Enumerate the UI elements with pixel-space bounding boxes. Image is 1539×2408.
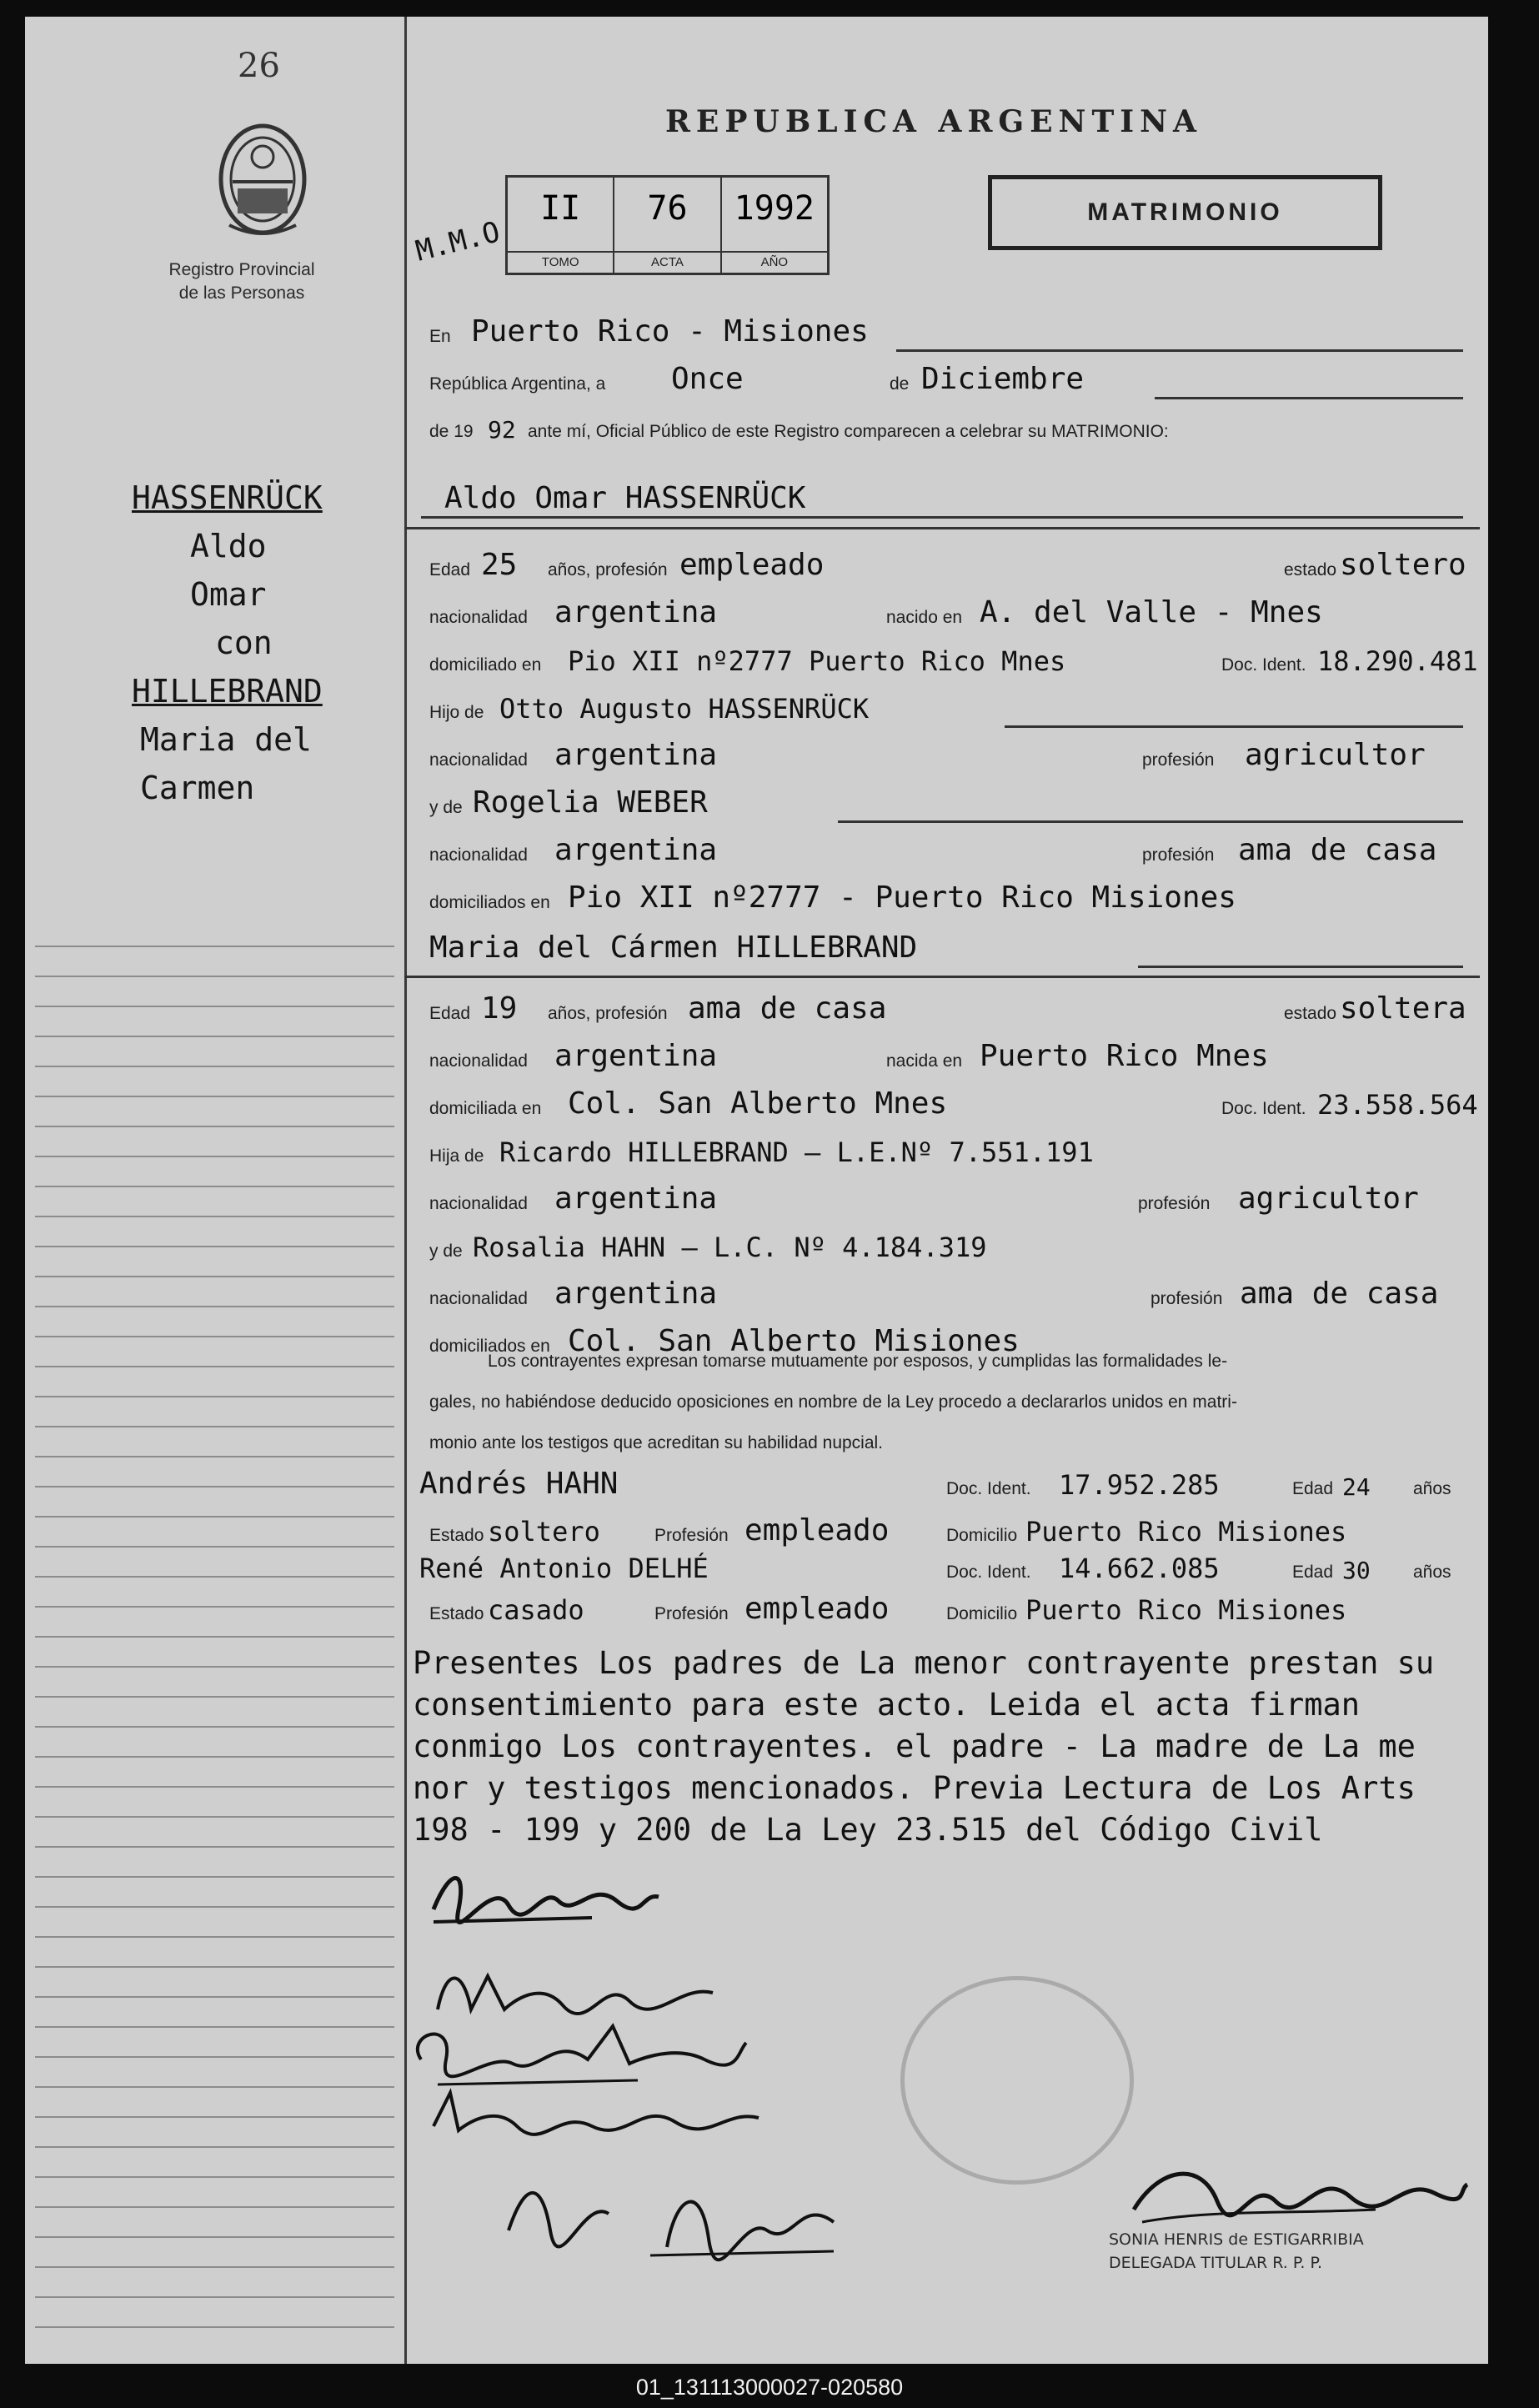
label-nacida-en: nacida en: [886, 1051, 963, 1071]
bride-birthplace: Puerto Rico Mnes: [980, 1039, 1269, 1073]
day-value: Once: [671, 362, 744, 396]
groom-mother-profession: ama de casa: [1238, 833, 1437, 867]
label-anos-profesion: años, profesión: [548, 1004, 668, 1023]
bride-mother-nationality: argentina: [554, 1277, 718, 1311]
tomo-value: II: [540, 189, 581, 228]
label-y-de: y de: [429, 798, 463, 817]
note-line: nor y testigos mencionados. Previa Lectura de Los Arts: [413, 1770, 1416, 1806]
bride-mother-row: [404, 1222, 1480, 1272]
margin-annotation: [132, 474, 407, 812]
groom-father-row: [404, 683, 1480, 733]
margin-note-line: HASSENRÜCK: [132, 479, 323, 516]
declaration-paragraph: [404, 1341, 1438, 1463]
bride-profession: ama de casa: [688, 991, 887, 1026]
groom-age-row: [404, 540, 1480, 590]
groom-father-nationality: argentina: [554, 738, 718, 772]
groom-doc: 18.290.481: [1317, 645, 1478, 677]
issuer-line-2: de las Personas: [178, 283, 305, 303]
note-line: Presentes Los padres de La menor contrayente prestan su: [413, 1645, 1435, 1681]
groom-father-profession: agricultor: [1245, 738, 1426, 772]
bride-address: Col. San Alberto Mnes: [568, 1086, 948, 1121]
groom-parents-address-row: [404, 873, 1480, 923]
bride-father-row: [404, 1126, 1480, 1176]
bride-age: 19: [481, 991, 518, 1026]
declaration-line: Los contrayentes expresan tomarse mutuamente por esposos, y cumplidas las formalidades le-: [488, 1352, 1228, 1371]
margin-column: [25, 17, 407, 2364]
record-reference-box: [505, 175, 830, 275]
label-domicilio: Domicilio: [946, 1526, 1018, 1545]
witness2-status: casado: [488, 1594, 584, 1626]
acta-value: 76: [647, 189, 688, 228]
label-profesion: profesión: [1142, 845, 1215, 865]
witness2-doc: 14.662.085: [1059, 1553, 1220, 1584]
note-line: conmigo Los contrayentes. el padre - La madre de La me: [413, 1728, 1416, 1764]
label-doc-ident: Doc. Ident.: [1221, 655, 1306, 675]
label-nacionalidad: nacionalidad: [429, 1194, 528, 1213]
label-nacionalidad: nacionalidad: [429, 608, 528, 627]
label-nacionalidad: nacionalidad: [429, 845, 528, 865]
acta-label: ACTA: [614, 251, 719, 273]
label-nacionalidad: nacionalidad: [429, 1289, 528, 1308]
label-doc-ident: Doc. Ident.: [1221, 1099, 1306, 1118]
groom-name-row: [404, 474, 1480, 524]
label-profesion: profesión: [1150, 1289, 1223, 1308]
label-doc-ident: Doc. Ident.: [946, 1563, 1031, 1582]
label-nacionalidad: nacionalidad: [429, 750, 528, 770]
fill-line: [1155, 397, 1463, 399]
note-line: 198 - 199 y 200 de La Ley 23.515 del Código Civil: [413, 1812, 1323, 1848]
month-value: Diciembre: [921, 362, 1085, 396]
separator-line: [404, 527, 1480, 529]
place-value: Puerto Rico - Misiones: [471, 314, 869, 349]
label-de: de: [890, 374, 910, 394]
bride-father: Ricardo HILLEBRAND — L.E.Nº 7.551.191: [499, 1136, 1094, 1168]
label-edad: Edad: [429, 560, 471, 579]
label-estado: Estado: [429, 1526, 484, 1545]
groom-nationality: argentina: [554, 595, 718, 630]
label-profesion: Profesión: [654, 1604, 729, 1623]
witness2-address: Puerto Rico Misiones: [1025, 1594, 1347, 1626]
label-anos-profesion: años, profesión: [548, 560, 668, 579]
official-signature: [1125, 2151, 1476, 2235]
label-anos: años: [1413, 1479, 1451, 1498]
acta-cell: [613, 178, 719, 273]
groom-address: Pio XII nº2777 Puerto Rico Mnes: [568, 645, 1066, 677]
margin-note-line: con: [215, 625, 273, 661]
fill-line: [1005, 725, 1463, 728]
official-stamp: [1109, 2230, 1364, 2277]
margin-note-line: Maria del: [140, 721, 312, 758]
margin-note-line: Aldo: [190, 528, 267, 564]
witness1-status: soltero: [488, 1516, 600, 1548]
ruled-lines: [35, 917, 394, 2347]
witness2-details-row: [404, 1584, 1480, 1634]
label-en: En: [429, 327, 451, 346]
bride-father-nationality: argentina: [554, 1181, 718, 1216]
label-estado: Estado: [429, 1604, 484, 1623]
bride-father-nat-row: [404, 1174, 1480, 1224]
witness1-age: 24: [1342, 1473, 1371, 1501]
groom-mother-nationality: argentina: [554, 833, 718, 867]
father-signature: [404, 2018, 754, 2093]
witness-signatures: [500, 2164, 850, 2264]
issuer-line-1: Registro Provincial: [168, 260, 315, 279]
country-title: REPUBLICA ARGENTINA: [665, 104, 1202, 139]
bride-name-row: [404, 923, 1480, 973]
label-hijo-de: Hijo de: [429, 703, 484, 722]
tomo-cell: [508, 178, 613, 273]
bride-parents-address: Col. San Alberto Misiones: [568, 1324, 1020, 1358]
groom-birthplace: A. del Valle - Mnes: [980, 595, 1323, 630]
note-line: consentimiento para este acto. Leida el acta firman: [413, 1687, 1361, 1723]
label-domiciliada-en: domiciliada en: [429, 1099, 542, 1118]
label-republica: República Argentina, a: [429, 374, 606, 394]
fill-line: [1138, 966, 1463, 968]
label-y-de: y de: [429, 1242, 463, 1261]
bride-nationality: argentina: [554, 1039, 718, 1073]
coat-of-arms-icon: [213, 117, 313, 242]
witness1-row: [404, 1459, 1480, 1509]
image-id-caption: 01_131113000027-020580: [635, 2375, 904, 2400]
anio-cell: [720, 178, 827, 273]
year-digits: 92: [488, 416, 516, 444]
margin-note-line: Carmen: [140, 770, 255, 806]
witness1-address: Puerto Rico Misiones: [1025, 1516, 1347, 1548]
fill-line: [421, 516, 1463, 519]
label-nacido-en: nacido en: [886, 608, 963, 627]
label-edad: Edad: [429, 1004, 471, 1023]
declaration-line: monio ante los testigos que acreditan su habilidad nupcial.: [429, 1433, 884, 1452]
groom-nationality-row: [404, 588, 1480, 638]
bride-mother: Rosalia HAHN — L.C. Nº 4.184.319: [473, 1232, 987, 1263]
groom-name: Aldo Omar HASSENRÜCK: [444, 481, 806, 515]
bride-mother-profession: ama de casa: [1240, 1277, 1439, 1311]
issuer-name: [133, 258, 350, 305]
handwritten-notes: [413, 1643, 1480, 1851]
groom-father: Otto Augusto HASSENRÜCK: [499, 693, 870, 725]
bride-signature: [429, 1959, 746, 2026]
groom-parents-address: Pio XII nº2777 - Puerto Rico Misiones: [568, 880, 1236, 915]
place-row: [404, 307, 1480, 357]
mother-signature: [425, 2084, 775, 2151]
date-row: [404, 354, 1480, 404]
label-de-19: de 19: [429, 422, 474, 441]
stamp-line: DELEGADA TITULAR R. P. P.: [1109, 2254, 1322, 2272]
record-prefix: M.M.O: [412, 215, 504, 268]
label-anos: años: [1413, 1563, 1451, 1582]
label-edad: Edad: [1292, 1563, 1334, 1582]
label-domicilio: Domicilio: [946, 1604, 1018, 1623]
bride-name: Maria del Cármen HILLEBRAND: [429, 931, 918, 965]
label-domiciliados-en: domiciliados en: [429, 1337, 550, 1356]
fill-line: [896, 349, 1463, 352]
groom-address-row: [404, 635, 1480, 685]
margin-note-line: HILLEBRAND: [132, 673, 323, 710]
witness1-profession: empleado: [744, 1513, 890, 1548]
bride-nationality-row: [404, 1031, 1480, 1081]
witness2-name: René Antonio DELHÉ: [419, 1553, 709, 1584]
register-page: [25, 17, 1488, 2364]
groom-status: soltero: [1340, 548, 1466, 582]
witness1-name: Andrés HAHN: [419, 1467, 619, 1501]
statement-text: ante mí, Oficial Público de este Registro comparecen a celebrar su MATRIMONIO:: [528, 422, 1169, 441]
official-seal-icon: [900, 1976, 1134, 2185]
witness2-age: 30: [1342, 1557, 1371, 1584]
label-nacionalidad: nacionalidad: [429, 1051, 528, 1071]
label-domiciliado-en: domiciliado en: [429, 655, 542, 675]
statement-row: [404, 402, 1480, 452]
groom-signature: [425, 1859, 667, 1934]
label-estado: estado: [1284, 560, 1337, 579]
bride-father-profession: agricultor: [1238, 1181, 1419, 1216]
anio-value: 1992: [734, 189, 815, 228]
tomo-label: TOMO: [508, 251, 613, 273]
label-hija-de: Hija de: [429, 1146, 484, 1166]
separator-line: [404, 976, 1480, 978]
label-profesion: profesión: [1138, 1194, 1211, 1213]
groom-mother-row: [404, 778, 1480, 828]
label-profesion: Profesión: [654, 1526, 729, 1545]
groom-profession: empleado: [679, 548, 825, 582]
bride-age-row: [404, 984, 1480, 1034]
fill-line: [838, 820, 1463, 823]
label-edad: Edad: [1292, 1479, 1334, 1498]
declaration-line: gales, no habiéndose deducido oposiciones en nombre de la Ley procedo a declararlos unidos en matri-: [429, 1392, 1237, 1412]
bride-doc: 23.558.564: [1317, 1089, 1478, 1121]
label-profesion: profesión: [1142, 750, 1215, 770]
folio-number: 26: [238, 47, 280, 85]
groom-father-nat-row: [404, 730, 1480, 780]
label-estado: estado: [1284, 1004, 1337, 1023]
margin-note-line: Omar: [190, 576, 267, 613]
bride-address-row: [404, 1079, 1480, 1129]
groom-mother-nat-row: [404, 825, 1480, 875]
label-doc-ident: Doc. Ident.: [946, 1479, 1031, 1498]
anio-label: AÑO: [722, 251, 827, 273]
groom-mother: Rogelia WEBER: [473, 785, 708, 820]
bride-status: soltera: [1340, 991, 1466, 1026]
label-domiciliados-en: domiciliados en: [429, 893, 550, 912]
witness2-profession: empleado: [744, 1592, 890, 1626]
witness1-doc: 17.952.285: [1059, 1469, 1220, 1501]
bride-mother-nat-row: [404, 1269, 1480, 1319]
document-type: MATRIMONIO: [988, 175, 1382, 250]
groom-age: 25: [481, 548, 518, 582]
stamp-line: SONIA HENRIS de ESTIGARRIBIA: [1109, 2230, 1364, 2249]
